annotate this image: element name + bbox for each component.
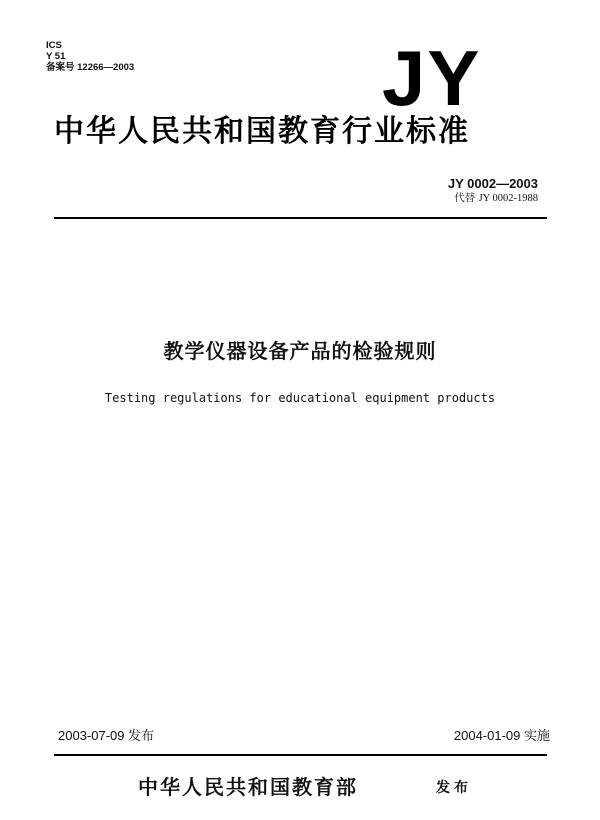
issue-action: 发布: [436, 780, 472, 796]
standard-number: JY 0002—2003: [447, 176, 538, 191]
implementation-date: 2004-01-09 实施: [453, 728, 550, 743]
bottom-divider: [54, 754, 547, 756]
ics-label: ICS: [46, 40, 62, 51]
document-title-chinese: 教学仪器设备产品的检验规则: [163, 339, 437, 363]
industry-standard-title: 中华人民共和国教育行业标准: [54, 114, 470, 149]
classification-code: Y 51: [46, 51, 66, 62]
issue-date: 2003-07-09 发布: [58, 728, 155, 743]
document-title-english: Testing regulations for educational equipment products: [104, 391, 496, 405]
top-divider: [54, 217, 547, 219]
replaces-label: 代替: [454, 192, 476, 204]
standard-logo: JY: [382, 34, 482, 122]
replaces-code: JY 0002-1988: [478, 193, 538, 204]
issuing-authority: 中华人民共和国教育部: [138, 775, 358, 799]
registration-number: 备案号 12266—2003: [46, 62, 135, 73]
replaces-line: [454, 192, 538, 205]
